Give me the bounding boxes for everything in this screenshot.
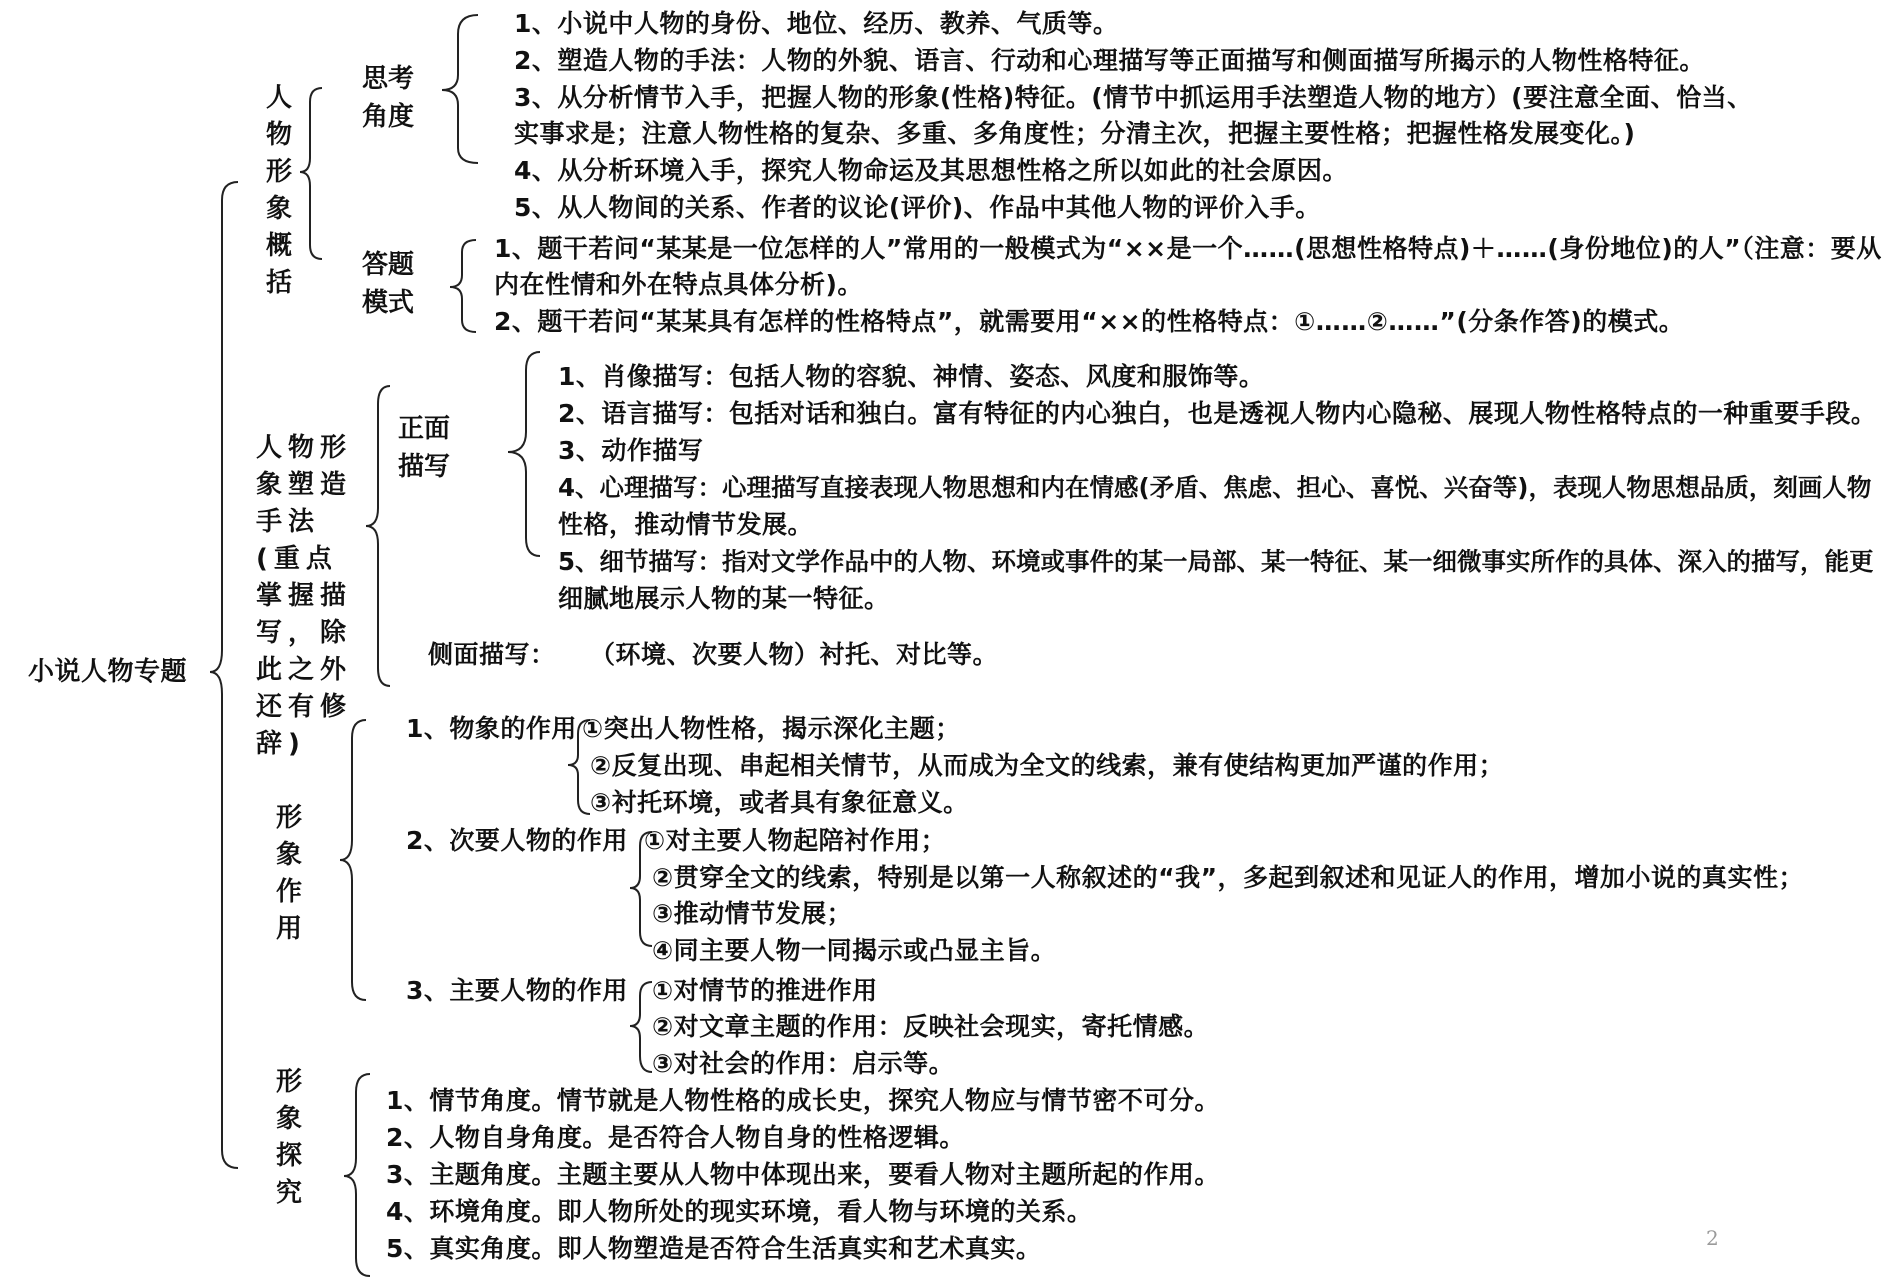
group-2-item-4: ④同主要人物一同揭示或凸显主旨。 (652, 936, 1057, 965)
group-3-item-2: ②对文章主题的作用：反映社会现实，寄托情感。 (652, 1012, 1210, 1041)
page-number: 2 (1706, 1226, 1719, 1250)
group-3-label: 3、主要人物的作用 (406, 976, 628, 1005)
front-item-4: 4、心理描写：心理描写直接表现人物思想和内在情感(矛盾、焦虑、担心、喜悦、兴奋等)，表现人物思想品质，刻画人物 (558, 473, 1872, 502)
group-3-item-3: ③对社会的作用：启示等。 (652, 1049, 955, 1078)
think-item-3: 3、从分析情节入手，把握人物的形象(性格)特征。(情节中抓运用手法塑造人物的地方）(要注意全面、恰当、 (514, 83, 1753, 112)
side-desc-text: （环境、次要人物）衬托、对比等。 (590, 640, 999, 669)
answer-item-2: 2、题干若问“某某具有怎样的性格特点”，就需要用“××的性格特点：①……②……”(分条作答)的模式。 (494, 307, 1685, 336)
group-2-label: 2、次要人物的作用 (406, 826, 628, 855)
front-item-5: 5、细节描写：指对文学作品中的人物、环境或事件的某一局部、某一特征、某一细微事实所作的具体、深入的描写，能更 (558, 547, 1874, 576)
side-desc-label: 侧面描写： (428, 640, 556, 669)
group-1-item-1: ①突出人物性格，揭示深化主题； (582, 714, 961, 743)
front-desc-label: 正面描写 (398, 414, 451, 482)
front-item-5-cont: 细腻地展示人物的某一特征。 (558, 584, 890, 613)
think-item-2: 2、塑造人物的手法：人物的外貌、语言、行动和心理描写等正面描写和侧面描写所揭示的人物性格特征。 (514, 46, 1705, 75)
root-title: 小说人物专题 (28, 657, 188, 687)
think-item-1: 1、小说中人物的身份、地位、经历、教养、气质等。 (514, 9, 1119, 38)
group-3-item-1: ①对情节的推进作用 (652, 976, 878, 1005)
answer-mode-label: 答题模式 (362, 250, 415, 318)
section-3-title: 形象作用 (275, 803, 302, 944)
group-2-item-3: ③推动情节发展； (652, 899, 853, 928)
group-1-item-3: ③衬托环境，或者具有象征意义。 (590, 788, 969, 817)
section-1-title: 人物形象概括 (265, 83, 292, 298)
answer-item-1: 1、题干若问“某某是一位怎样的人”常用的一般模式为“××是一个……(思想性格特点)＋……(身份地位)的人”（注意：要从 (494, 234, 1882, 263)
group-1-label: 1、物象的作用 (406, 714, 577, 743)
front-item-2: 2、语言描写：包括对话和独白。富有特征的内心独白，也是透视人物内心隐秘、展现人物性格特点的一种重要手段。 (558, 399, 1877, 428)
think-item-4: 4、从分析环境入手，探究人物命运及其思想性格之所以如此的社会原因。 (514, 156, 1348, 185)
front-item-1: 1、肖像描写：包括人物的容貌、神情、姿态、风度和服饰等。 (558, 362, 1265, 391)
think-item-5: 5、从人物间的关系、作者的议论(评价)、作品中其他人物的评价入手。 (514, 193, 1321, 222)
front-item-4-cont: 性格，推动情节发展。 (558, 510, 814, 539)
think-angle-label: 思考角度 (362, 64, 415, 132)
group-2-item-1: ①对主要人物起陪衬作用； (644, 826, 947, 855)
section-4-title: 形象探究 (275, 1067, 302, 1208)
section-2-title: 人物形象塑造手法(重点掌握描写，除此之外还有修辞) (256, 433, 353, 759)
front-item-3: 3、动作描写 (558, 436, 704, 465)
answer-item-1-cont: 内在性情和外在特点具体分析)。 (494, 270, 863, 299)
explore-item-5: 5、真实角度。即人物塑造是否符合生活真实和艺术真实。 (386, 1234, 1042, 1263)
explore-item-4: 4、环境角度。即人物所处的现实环境，看人物与环境的关系。 (386, 1197, 1093, 1226)
explore-item-3: 3、主题角度。主题主要从人物中体现出来，要看人物对主题所起的作用。 (386, 1160, 1220, 1189)
explore-item-2: 2、人物自身角度。是否符合人物自身的性格逻辑。 (386, 1123, 965, 1152)
think-item-3-cont: 实事求是；注意人物性格的复杂、多重、多角度性；分清主次，把握主要性格；把握性格发展变化。) (514, 119, 1636, 148)
explore-item-1: 1、情节角度。情节就是人物性格的成长史，探究人物应与情节密不可分。 (386, 1086, 1220, 1115)
group-2-item-2: ②贯穿全文的线索，特别是以第一人称叙述的“我”，多起到叙述和见证人的作用，增加小说的真实性； (652, 863, 1805, 892)
group-1-item-2: ②反复出现、串起相关情节，从而成为全文的线索，兼有使结构更加严谨的作用； (590, 751, 1505, 780)
